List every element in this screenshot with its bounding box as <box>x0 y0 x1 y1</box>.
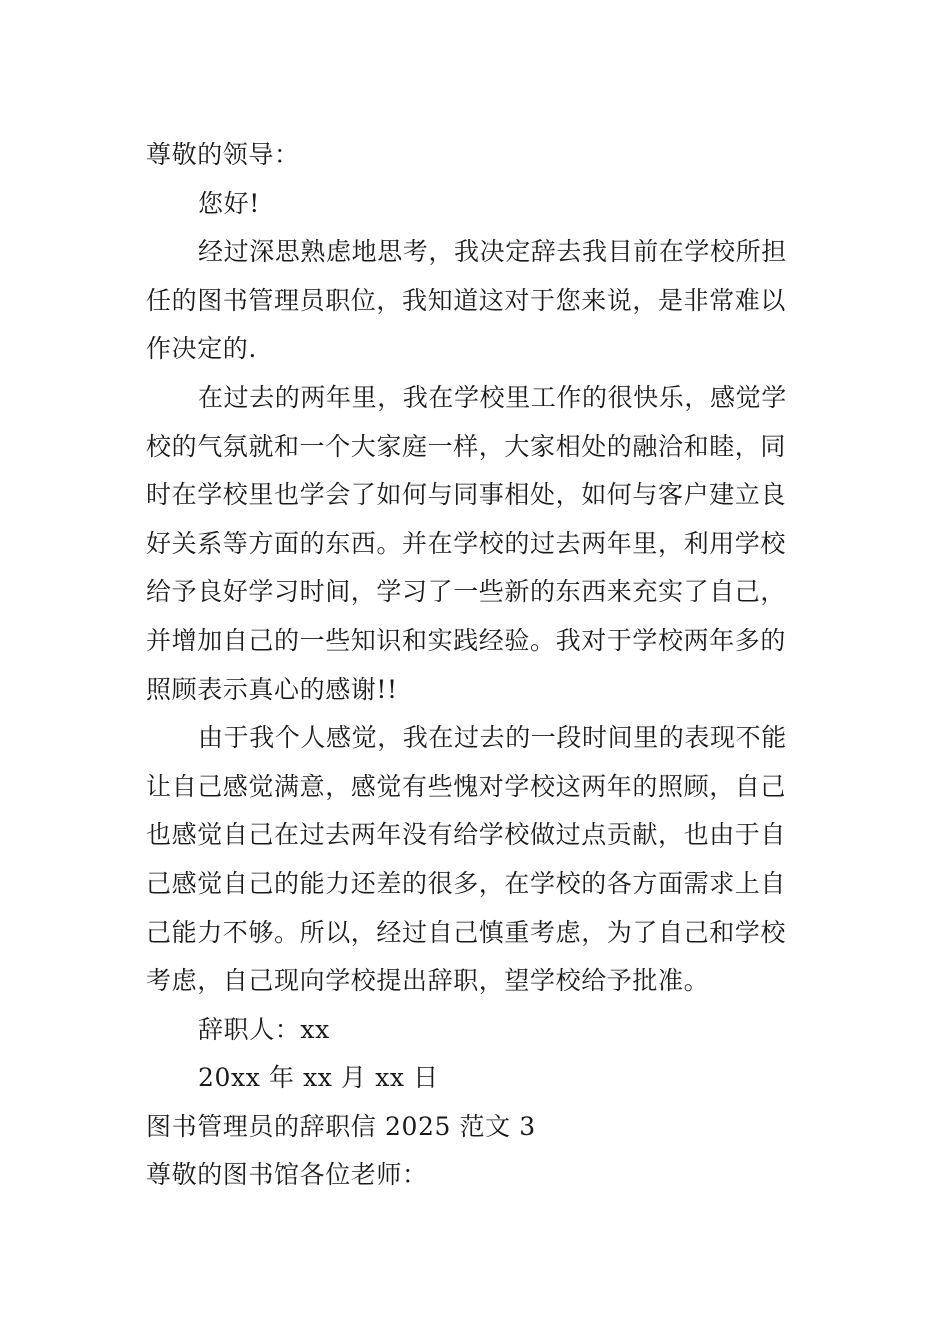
paragraph-3-line-1: 由于我个人感觉，我在过去的一段时间里的表现不能 <box>198 723 787 753</box>
paragraph-3-line-3: 也感觉自己在过去两年没有给学校做过点贡献，也由于自 <box>146 820 787 850</box>
greeting-line: 您好! <box>198 188 260 218</box>
paragraph-3-line-5: 己能力不够。所以，经过自己慎重考虑，为了自己和学校 <box>146 917 787 947</box>
paragraph-3-line-2: 让自己感觉满意，感觉有些愧对学校这两年的照顾，自己 <box>146 771 787 801</box>
paragraph-2-line-6: 并增加自己的一些知识和实践经验。我对于学校两年多的 <box>146 625 787 655</box>
paragraph-2-line-7: 照顾表示真心的感谢!! <box>146 674 398 704</box>
section-heading: 图书管理员的辞职信 2025 范文 3 <box>146 1111 536 1141</box>
paragraph-2-line-4: 好关系等方面的东西。并在学校的过去两年里，利用学校 <box>146 528 787 558</box>
paragraph-3-line-4: 己感觉自己的能力还差的很多，在学校的各方面需求上自 <box>146 868 787 898</box>
document-body <box>146 131 806 1200</box>
salutation-line: 尊敬的领导： <box>146 140 300 169</box>
paragraph-1-line-1: 经过深思熟虑地思考，我决定辞去我目前在学校所担 <box>198 237 787 267</box>
paragraph-2-line-2: 校的气氛就和一个大家庭一样，大家相处的融洽和睦，同 <box>146 431 787 461</box>
date-line: 20xx 年 xx 月 xx 日 <box>198 1063 439 1093</box>
paragraph-2-line-3: 时在学校里也学会了如何与同事相处，如何与客户建立良 <box>146 480 787 510</box>
signature-line: 辞职人：xx <box>198 1014 330 1044</box>
paragraph-3-line-6: 考虑，自己现向学校提出辞职，望学校给予批准。 <box>146 966 710 996</box>
second-salutation-line: 尊敬的图书馆各位老师： <box>146 1160 428 1190</box>
paragraph-2-line-5: 给予良好学习时间，学习了一些新的东西来充实了自己， <box>146 577 787 607</box>
paragraph-1-line-3: 作决定的. <box>146 334 257 364</box>
paragraph-1-line-2: 任的图书管理员职位，我知道这对于您来说，是非常难以 <box>146 285 787 315</box>
paragraph-2-line-1: 在过去的两年里，我在学校里工作的很快乐，感觉学 <box>198 382 787 412</box>
